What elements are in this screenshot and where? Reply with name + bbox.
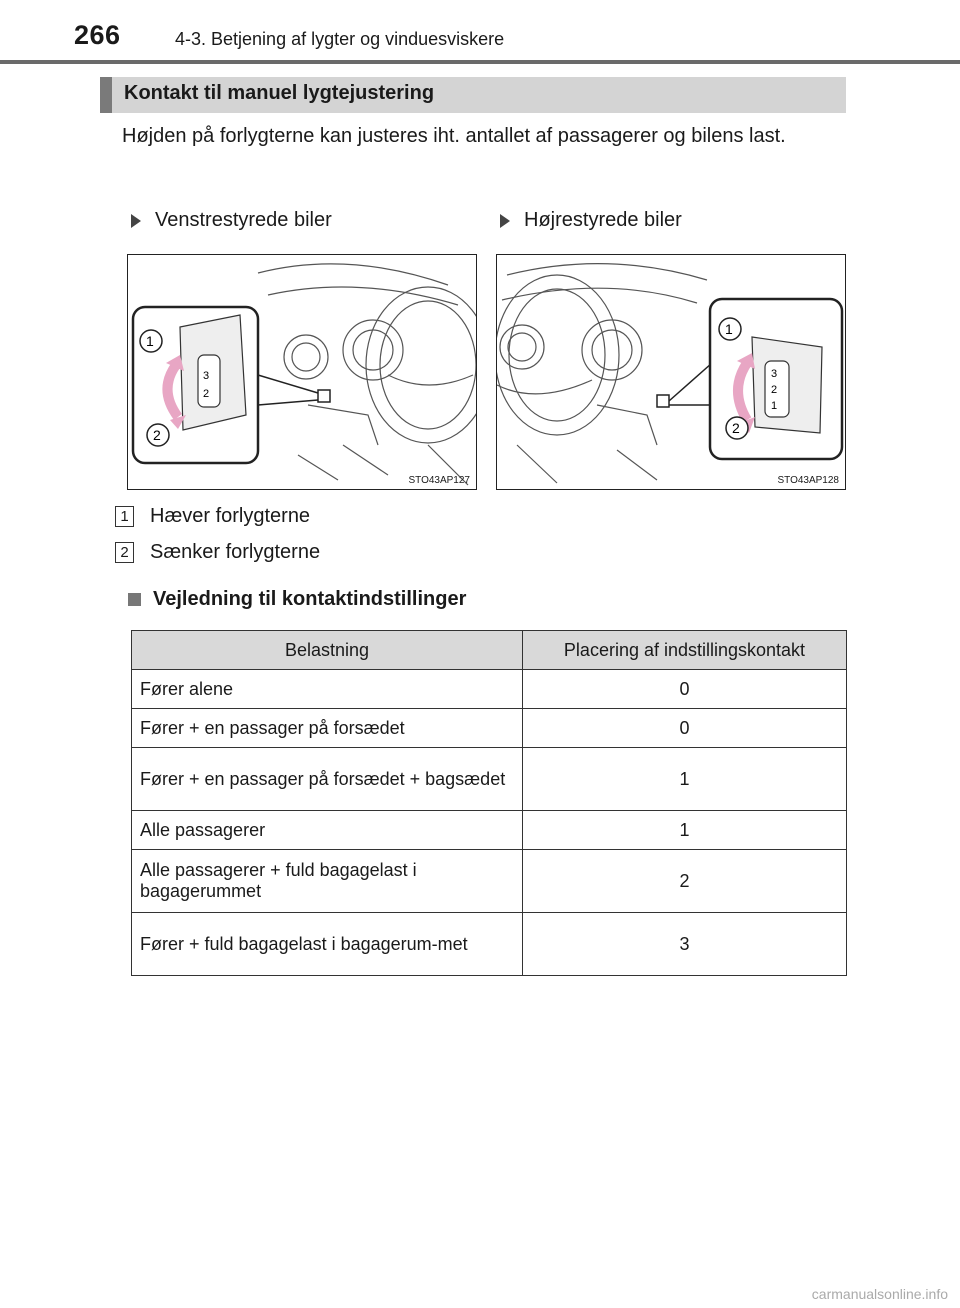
- load-cell: Fører + fuld bagagelast i bagagerum-met: [132, 913, 523, 976]
- legend-item-lower: [115, 541, 320, 564]
- column-header-position: Placering af indstillingskontakt: [523, 631, 847, 670]
- caption-left-hand-drive: [131, 209, 332, 232]
- table-row: [132, 850, 847, 913]
- table-row: [132, 811, 847, 850]
- svg-text:1: 1: [725, 321, 733, 337]
- settings-table: [131, 630, 847, 976]
- legend-text: Sænker forlygterne: [150, 541, 321, 563]
- load-cell: Alle passagerer + fuld bagagelast i bagagerummet: [132, 850, 523, 913]
- svg-text:1: 1: [146, 333, 154, 349]
- subheading-text: Vejledning til kontaktindstillinger: [153, 588, 467, 610]
- svg-text:2: 2: [771, 384, 778, 396]
- number-badge: 2: [115, 542, 134, 563]
- table-header-row: [132, 631, 847, 670]
- section-banner: [100, 77, 846, 113]
- position-cell: 3: [523, 913, 847, 976]
- table-row: [132, 913, 847, 976]
- dashboard-drawing-right: [497, 255, 846, 490]
- svg-text:3: 3: [771, 368, 778, 380]
- load-cell: Fører alene: [132, 670, 523, 709]
- subheading: [128, 588, 466, 611]
- intro-paragraph: Højden på forlygterne kan justeres iht. antallet af passagerer og bilens last.: [122, 125, 786, 147]
- position-cell: 1: [523, 748, 847, 811]
- section-title: Kontakt til manuel lygtejustering: [124, 82, 435, 104]
- caption-right-hand-drive: [500, 209, 682, 232]
- number-badge: 1: [115, 506, 134, 527]
- svg-text:2: 2: [153, 427, 161, 443]
- triangle-bullet-icon: [500, 214, 510, 228]
- chapter-title: 4-3. Betjening af lygter og vinduesviskere: [175, 29, 505, 49]
- switch-location-marker: [657, 395, 669, 407]
- illustration-code-right: STO43AP128: [777, 475, 839, 486]
- svg-text:1: 1: [771, 400, 778, 412]
- switch-location-marker: [318, 390, 330, 402]
- watermark-logo: carmanualsonline.info: [811, 1286, 948, 1302]
- position-cell: 0: [523, 670, 847, 709]
- position-cell: 1: [523, 811, 847, 850]
- table-row: [132, 709, 847, 748]
- triangle-bullet-icon: [131, 214, 141, 228]
- table-row: [132, 670, 847, 709]
- square-bullet-icon: [128, 593, 141, 606]
- table-row: [132, 748, 847, 811]
- load-cell: Fører + en passager på forsædet + bagsædet: [132, 748, 523, 811]
- caption-left-text: Venstrestyrede biler: [155, 209, 332, 231]
- header-divider: [0, 60, 960, 64]
- caption-right-text: Højrestyrede biler: [524, 209, 682, 231]
- illustration-right-hand-drive: [496, 254, 846, 490]
- page-number: 266: [74, 20, 121, 50]
- load-cell: Fører + en passager på forsædet: [132, 709, 523, 748]
- load-cell: Alle passagerer: [132, 811, 523, 850]
- position-cell: 2: [523, 850, 847, 913]
- illustration-left-hand-drive: [127, 254, 477, 490]
- column-header-load: Belastning: [132, 631, 523, 670]
- legend-item-raise: [115, 505, 310, 528]
- dashboard-drawing-left: [128, 255, 477, 490]
- position-cell: 0: [523, 709, 847, 748]
- svg-text:3: 3: [203, 370, 210, 382]
- legend-text: Hæver forlygterne: [150, 505, 311, 527]
- illustration-code-left: STO43AP127: [408, 475, 470, 486]
- svg-text:2: 2: [732, 420, 740, 436]
- svg-text:2: 2: [203, 388, 210, 400]
